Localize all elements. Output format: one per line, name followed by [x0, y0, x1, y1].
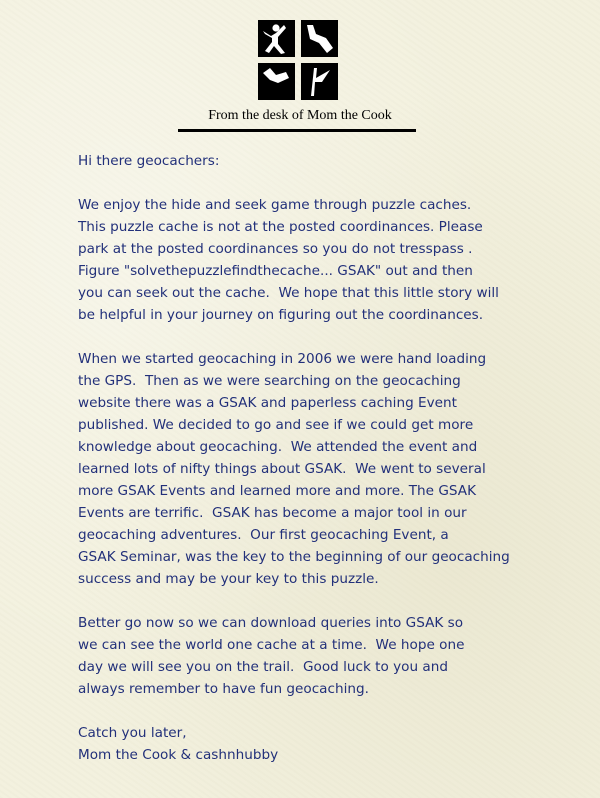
letter-body	[78, 150, 593, 766]
letterhead-title: From the desk of Mom the Cook	[208, 108, 392, 123]
paragraph-farewell	[78, 612, 593, 700]
closing: Catch you later,	[78, 725, 187, 741]
paragraph-line: you can seek out the cache. We hope that this little story will	[78, 285, 499, 301]
paragraph-line: When we started geocaching in 2006 we were hand loading	[78, 351, 487, 367]
spacer	[78, 700, 593, 722]
letterhead-rule	[178, 129, 416, 132]
paragraph-story	[78, 348, 593, 590]
paragraph-line: knowledge about geocaching. We attended the event and	[78, 439, 478, 455]
paragraph-line: learned lots of nifty things about GSAK. We went to several	[78, 461, 486, 477]
paragraph-line: Events are terrific. GSAK has become a major tool in our	[78, 505, 467, 521]
paragraph-line: park at the posted coordinances so you do not tresspass .	[78, 241, 473, 257]
geocaching-logo-icon	[258, 20, 338, 100]
paragraph-line: more GSAK Events and learned more and more. The GSAK	[78, 483, 476, 499]
spacer	[78, 172, 593, 194]
paragraph-line: This puzzle cache is not at the posted coordinances. Please	[78, 219, 483, 235]
signature: Mom the Cook & cashnhubby	[78, 747, 279, 763]
greeting: Hi there geocachers:	[78, 153, 220, 169]
spacer	[78, 326, 593, 348]
paragraph-line: published. We decided to go and see if we could get more	[78, 417, 474, 433]
paragraph-line: geocaching adventures. Our first geocaching Event, a	[78, 527, 449, 543]
paragraph-line: GSAK Seminar, was the key to the beginning of our geocaching	[78, 549, 510, 565]
paragraph-line: Better go now so we can download queries into GSAK so	[78, 615, 464, 631]
paragraph-line: we can see the world one cache at a time. We hope one	[78, 637, 465, 653]
paragraph-line: Figure "solvethepuzzlefindthecache... GSAK" out and then	[78, 263, 473, 279]
paragraph-line: always remember to have fun geocaching.	[78, 681, 369, 697]
paragraph-line: We enjoy the hide and seek game through puzzle caches.	[78, 197, 472, 213]
paragraph-intro	[78, 194, 593, 326]
spacer	[78, 590, 593, 612]
paragraph-line: the GPS. Then as we were searching on the geocaching	[78, 373, 461, 389]
paragraph-line: day we will see you on the trail. Good luck to you and	[78, 659, 448, 675]
paragraph-line: success and may be your key to this puzzle.	[78, 571, 379, 587]
paragraph-line: be helpful in your journey on figuring out the coordinances.	[78, 307, 484, 323]
paragraph-line: website there was a GSAK and paperless caching Event	[78, 395, 457, 411]
